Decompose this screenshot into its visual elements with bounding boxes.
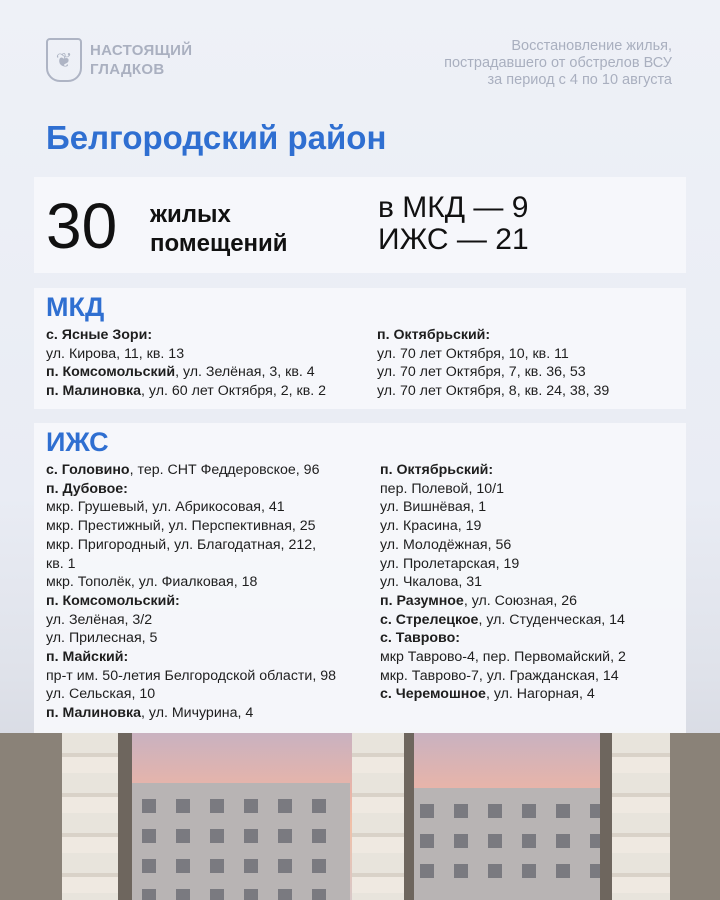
locality-name: п. Октябрьский: [380,462,494,478]
address-line [46,363,326,382]
address-text: мкр. Тополёк, ул. Фиалковая, 18 [46,574,258,591]
building-window [244,859,258,873]
address-line [46,611,336,630]
address-line [46,573,336,592]
locality-name: п. Комсомольский [46,364,176,381]
address-text: ул. Пролетарская, 19 [380,555,520,572]
address-line [377,382,609,401]
window-frame-middle [404,733,414,900]
locality-name: п. Дубовое: [46,480,128,497]
building-window [244,829,258,843]
building-window [210,799,224,813]
address-line [46,382,326,401]
address-text: , ул. Нагорная, 4 [485,686,595,703]
building-window [278,889,292,900]
total-label [150,200,288,258]
locality-name: с. Стрелецкое [380,611,479,628]
address-line [380,480,626,499]
address-text: ул. Чкалова, 31 [380,574,483,591]
building-window [176,859,190,873]
mkd-title: МКД [46,292,105,322]
address-line [380,648,626,667]
building-window [420,834,434,848]
address-line [380,592,626,611]
building-window [210,859,224,873]
address-text: пр-т им. 50-летия Белгородской области, 98 [46,667,337,684]
building-window [142,859,156,873]
address-line [380,536,626,555]
building-window [312,829,326,843]
period-note-line3: за период с 4 по 10 августа [487,72,672,88]
address-text: мкр Таврово-4, пер. Первомайский, 2 [380,649,626,666]
building-left [130,783,350,900]
window-frame-right [600,733,612,900]
address-line [46,592,336,611]
period-note-line2: пострадавшего от обстрелов ВСУ [444,55,672,71]
period-note-line1: Восстановление жилья, [511,38,672,54]
coat-of-arms-icon: ❦ [46,38,82,82]
building-window [142,889,156,900]
address-text: ул. Кирова, 11, кв. 13 [46,345,185,362]
address-text: ул. Красина, 19 [380,518,482,535]
address-line [46,461,336,480]
building-window [488,804,502,818]
locality-name: п. Октябрьский: [377,327,491,343]
mkd-count: в МКД — 9 [378,191,529,224]
building-window [210,889,224,900]
izhs-title: ИЖС [46,427,109,457]
building-window [278,799,292,813]
mkd-card [34,288,686,409]
window-photo [0,733,720,900]
address-line [46,517,336,536]
building-window [244,889,258,900]
brand-logo [46,38,192,82]
address-line [46,648,336,667]
mkd-left-column [46,326,326,401]
address-line [380,461,626,480]
address-text: , ул. Зелёная, 3, кв. 4 [175,364,315,381]
building-window [176,829,190,843]
summary-card [34,177,686,273]
breakdown [378,192,529,256]
mkd-right-column [377,326,609,401]
address-line [46,326,326,345]
address-text: ул. 70 лет Октября, 10, кв. 11 [377,345,569,362]
foam-right [612,733,670,900]
building-window [488,864,502,878]
building-window [556,834,570,848]
brand-name [90,41,192,79]
building-window [210,829,224,843]
building-window [454,804,468,818]
building-window [278,829,292,843]
address-text: кв. 1 [46,555,76,572]
address-line [46,345,326,364]
brand-name-line2: ГЛАДКОВ [90,61,165,78]
address-text: , ул. Союзная, 26 [463,592,578,609]
total-count: 30 [46,190,118,262]
address-text: ул. Вишнёвая, 1 [380,499,487,516]
building-window [454,864,468,878]
building-window [556,864,570,878]
foam-middle [352,733,408,900]
address-text: мкр. Престижный, ул. Перспективная, 25 [46,518,316,535]
address-line [380,498,626,517]
address-line [46,555,336,574]
address-line [46,667,336,686]
locality-name: п. Малиновка [46,705,142,722]
izhs-count: ИЖС — 21 [378,223,529,256]
wall-right [670,733,720,900]
locality-name: с. Таврово: [380,630,460,647]
building-window [420,864,434,878]
address-text: ул. Сельская, 10 [46,686,156,703]
brand-name-line1: НАСТОЯЩИЙ [90,42,193,59]
izhs-right-column [380,461,626,704]
locality-name: с. Ясные Зори: [46,327,153,343]
address-line [380,573,626,592]
total-label-line1: жилых [150,201,231,228]
address-line [380,555,626,574]
building-window [142,829,156,843]
address-text: ул. Молодёжная, 56 [380,536,512,553]
address-text: , ул. Студенческая, 14 [478,611,625,628]
address-text: ул. 70 лет Октября, 8, кв. 24, 38, 39 [377,383,610,400]
address-line [46,536,336,555]
wall-left [0,733,62,900]
building-window [142,799,156,813]
address-line [46,685,336,704]
address-text: ул. Прилесная, 5 [46,630,158,647]
building-window [522,804,536,818]
period-note [352,38,672,89]
locality-name: п. Комсомольский: [46,592,180,609]
district-title: Белгородский район [46,119,387,156]
address-text: мкр. Грушевый, ул. Абрикосовая, 41 [46,499,285,516]
building-window [244,799,258,813]
izhs-left-column [46,461,336,723]
address-line [377,363,609,382]
building-window [312,889,326,900]
address-line [377,326,609,345]
address-text: мкр. Пригородный, ул. Благодатная, 212, [46,536,317,553]
foam-left [62,733,118,900]
address-line [380,667,626,686]
address-line [46,498,336,517]
address-text: ул. 70 лет Октября, 7, кв. 36, 53 [377,364,586,381]
address-line [46,704,336,723]
locality-name: с. Черемошное [380,686,486,703]
locality-name: п. Разумное [380,592,464,609]
locality-name: с. Головино [46,462,130,478]
building-window [522,834,536,848]
building-window [454,834,468,848]
building-right [408,788,606,900]
address-line [377,345,609,364]
building-window [312,859,326,873]
address-text: пер. Полевой, 10/1 [380,480,504,497]
address-text: , ул. Мичурина, 4 [141,705,254,722]
building-window [420,804,434,818]
building-window [556,804,570,818]
building-window [312,799,326,813]
address-text: , тер. СНТ Феддеровское, 96 [129,462,320,478]
address-line [380,611,626,630]
address-line [46,629,336,648]
window-frame-left [118,733,132,900]
address-text: мкр. Таврово-7, ул. Гражданская, 14 [380,667,619,684]
building-window [488,834,502,848]
building-window [522,864,536,878]
locality-name: п. Малиновка [46,383,142,400]
address-line [46,480,336,499]
izhs-card [34,423,686,733]
building-window [278,859,292,873]
address-text: ул. Зелёная, 3/2 [46,611,153,628]
building-window [176,799,190,813]
total-label-line2: помещений [150,230,288,257]
locality-name: п. Майский: [46,649,129,666]
address-line [380,517,626,536]
address-line [380,629,626,648]
building-window [176,889,190,900]
address-line [380,685,626,704]
address-text: , ул. 60 лет Октября, 2, кв. 2 [141,383,327,400]
